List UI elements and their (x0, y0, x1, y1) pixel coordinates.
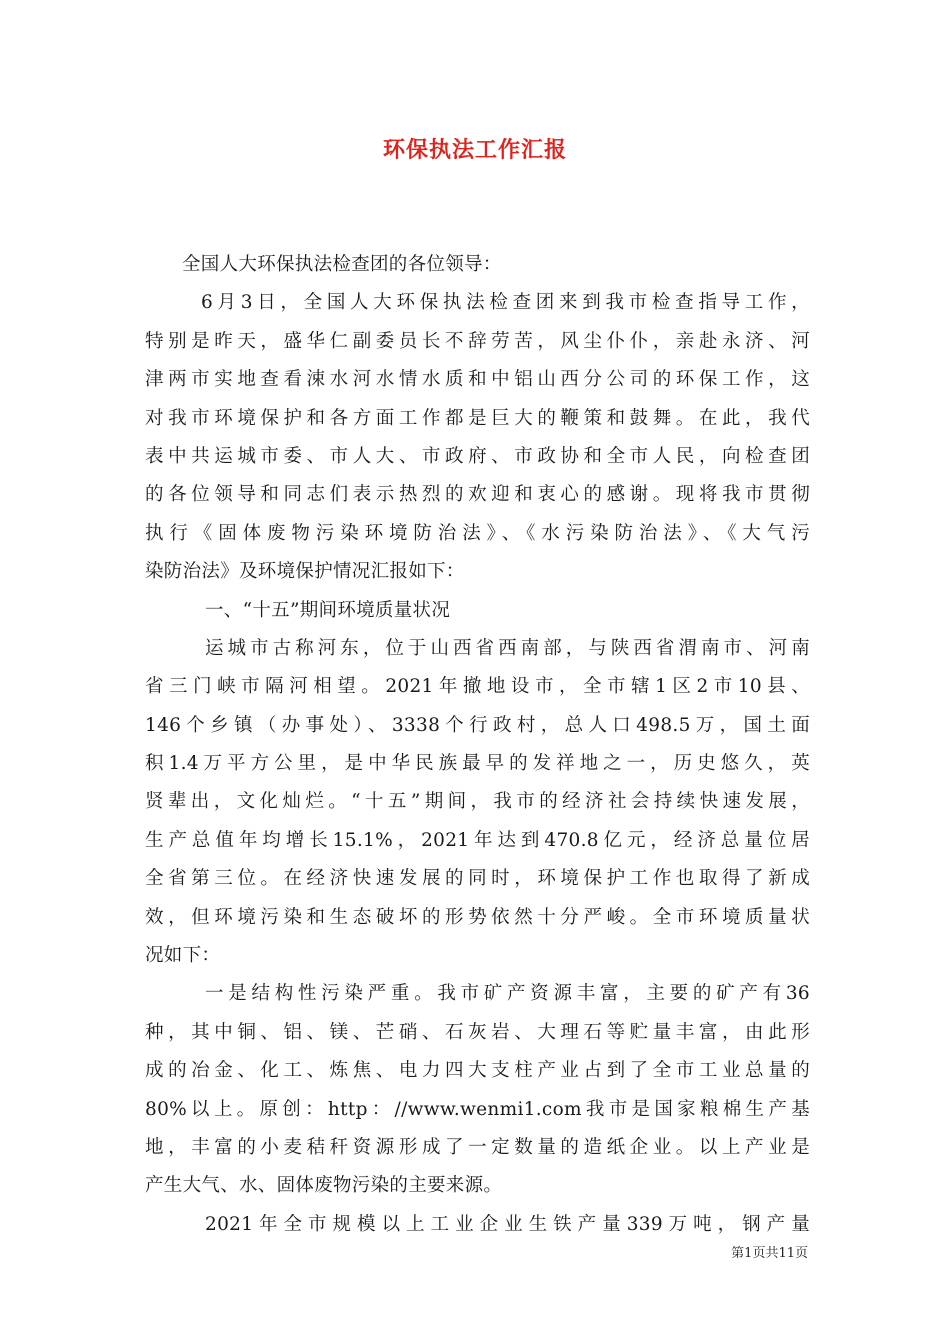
body-line: 6月3日，全国人大环保执法检查团来到我市检查指导工作， (201, 292, 810, 314)
body-line: 况如下： (145, 945, 221, 967)
body-line: 一、“十五”期间环境质量状况 (205, 599, 451, 621)
document-title: 环保执法工作汇报 (382, 137, 567, 163)
body-line: 对我市环境保护和各方面工作都是巨大的鞭策和鼓舞。在此，我代 (145, 407, 810, 429)
body-line: 生产总值年均增长15.1%，2021年达到470.8亿元，经济总量位居 (145, 829, 810, 851)
body-line: 染防治法》及环境保护情况汇报如下： (145, 561, 465, 583)
body-line: 种，其中铜、铝、镁、芒硝、石灰岩、大理石等贮量丰富，由此形 (145, 1021, 810, 1043)
body-line: 特别是昨天，盛华仁副委员长不辞劳苦，风尘仆仆，亲赴永济、河 (145, 330, 810, 352)
body-line: 全国人大环保执法检查团的各位领导： (182, 254, 502, 275)
body-line: 产生大气、水、固体废物污染的主要来源。 (145, 1175, 503, 1197)
body-line: 运城市古称河东，位于山西省西南部，与陕西省渭南市、河南 (205, 637, 810, 659)
body-line: 全省第三位。在经济快速发展的同时，环境保护工作也取得了新成 (145, 868, 810, 890)
body-line: 效，但环境污染和生态破坏的形势依然十分严峻。全市环境质量状 (145, 906, 810, 928)
page-number-footer: 第1页共11页 (731, 1246, 808, 1261)
body-line: 表中共运城市委、市人大、市政府、市政协和全市人民，向检查团 (145, 445, 810, 467)
body-line: 的各位领导和同志们表示热烈的欢迎和衷心的感谢。现将我市贯彻 (145, 484, 810, 506)
body-line: 146个乡镇（办事处）、3338个行政村，总人口498.5万，国土面 (145, 714, 810, 736)
body-line: 执行《固体废物污染环境防治法》、《水污染防治法》、《大气污 (145, 522, 810, 544)
body-line: 成的冶金、化工、炼焦、电力四大支柱产业占到了全市工业总量的 (145, 1060, 810, 1082)
document-body (145, 246, 810, 1244)
body-line: 省三门峡市隔河相望。2021年撤地设市，全市辖1区2市10县、 (145, 676, 810, 698)
body-line: 津两市实地查看涑水河水情水质和中铝山西分公司的环保工作，这 (145, 369, 810, 391)
body-line: 80%以上。原创：http：//www.wenmi1.com我市是国家粮棉生产基 (145, 1098, 810, 1120)
body-line: 一是结构性污染严重。我市矿产资源丰富，主要的矿产有36 (205, 983, 810, 1005)
body-line: 贤辈出，文化灿烂。“十五”期间，我市的经济社会持续快速发展， (145, 791, 810, 813)
body-line: 地，丰富的小麦秸秆资源形成了一定数量的造纸企业。以上产业是 (145, 1136, 810, 1158)
body-line: 积1.4万平方公里，是中华民族最早的发祥地之一，历史悠久，英 (145, 753, 810, 775)
body-line: 2021年全市规模以上工业企业生铁产量339万吨，钢产量 (205, 1213, 810, 1235)
